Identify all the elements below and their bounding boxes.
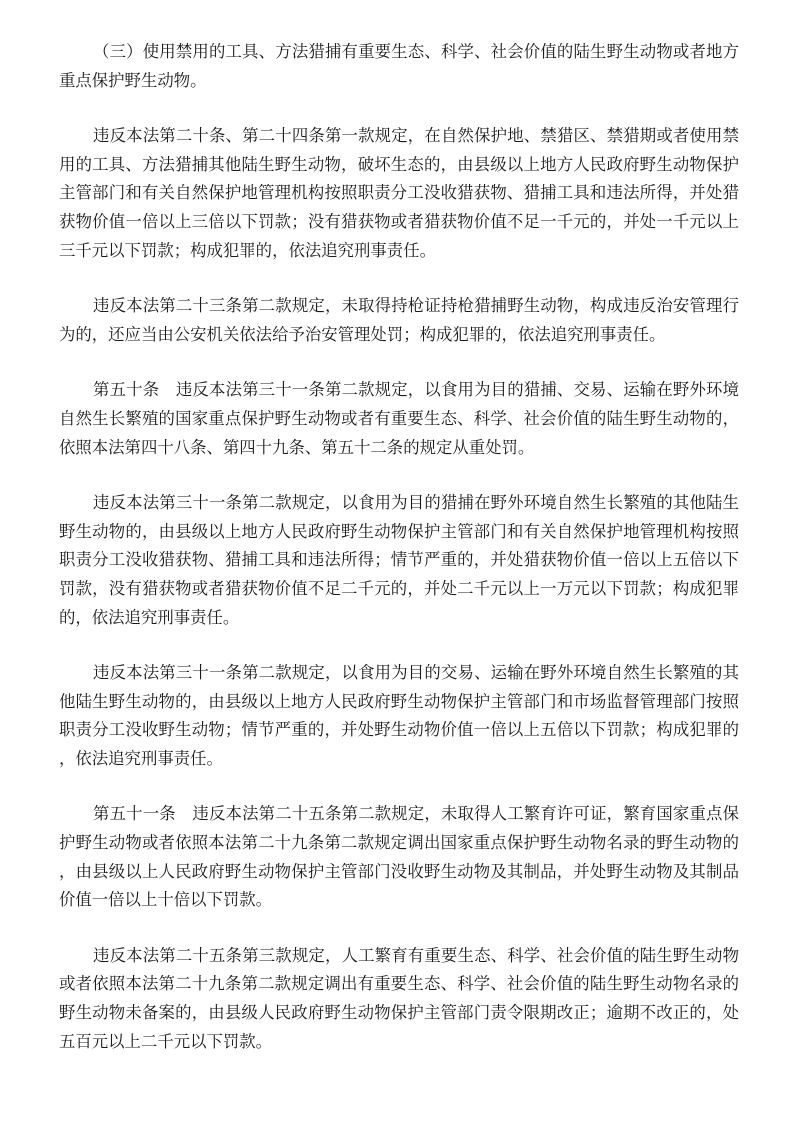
paragraph-article-50-clause-3: 违反本法第三十一条第二款规定，以食用为目的交易、运输在野外环境自然生长繁殖的其他陆生野生动物的，由县级以上地方人民政府野生动物保护主管部门和市场监督管理部门按照职责分工没收野生动物；情节严重的，并处野生动物价值一倍以上五倍以下罚款；构成犯罪的，依法追究刑事责任。 <box>59 663 739 768</box>
paragraph-item-3-clause: （三）使用禁用的工具、方法猎捕有重要生态、科学、社会价值的陆生野生动物或者地方重点保护野生动物。 <box>59 42 739 90</box>
paragraph-article-51: 第五十一条 违反本法第二十五条第二款规定，未取得人工繁育许可证，繁育国家重点保护野生动物或者依照本法第二十九条第二款规定调出国家重点保护野生动物名录的野生动物的，由县级以上人民政府野生动物保护主管部门没收野生动物及其制品，并处野生动物及其制品价值一倍以上十倍以下罚款。 <box>59 804 739 910</box>
paragraph-article-50: 第五十条 违反本法第三十一条第二款规定，以食用为目的猎捕、交易、运输在野外环境自然生长繁殖的国家重点保护野生动物或者有重要生态、科学、社会价值的陆生野生动物的，依照本法第四十八条、第四十九条、第五十二条的规定从重处罚。 <box>59 380 739 457</box>
document-body <box>59 38 739 1056</box>
paragraph-article-51-clause-2: 违反本法第二十五条第三款规定，人工繁育有重要生态、科学、社会价值的陆生野生动物或者依照本法第二十九条第二款规定调出有重要生态、科学、社会价值的陆生野生动物名录的野生动物未备案的，由县级人民政府野生动物保护主管部门责令限期改正；逾期不改正的，处五百元以上二千元以下罚款。 <box>59 945 739 1051</box>
paragraph-article-49-clause-3: 违反本法第二十三条第二款规定，未取得持枪证持枪猎捕野生动物，构成违反治安管理行为的，还应当由公安机关依法给予治安管理处罚；构成犯罪的，依法追究刑事责任。 <box>59 296 739 344</box>
paragraph-article-49-clause-2: 违反本法第二十条、第二十四条第一款规定，在自然保护地、禁猎区、禁猎期或者使用禁用的工具、方法猎捕其他陆生野生动物，破坏生态的，由县级以上地方人民政府野生动物保护主管部门和有关自然保护地管理机构按照职责分工没收猎获物、猎捕工具和违法所得，并处猎获物价值一倍以上三倍以下罚款；没有猎获物或者猎获物价值不足一千元的，并处一千元以上三千元以下罚款；构成犯罪的，依法追究刑事责任。 <box>59 126 739 260</box>
paragraph-article-50-clause-2: 违反本法第三十一条第二款规定，以食用为目的猎捕在野外环境自然生长繁殖的其他陆生野生动物的，由县级以上地方人民政府野生动物保护主管部门和有关自然保护地管理机构按照职责分工没收猎获物、猎捕工具和违法所得；情节严重的，并处猎获物价值一倍以上五倍以下罚款，没有猎获物或者猎获物价值不足二千元的，并处二千元以上一万元以下罚款；构成犯罪的，依法追究刑事责任。 <box>59 493 739 627</box>
